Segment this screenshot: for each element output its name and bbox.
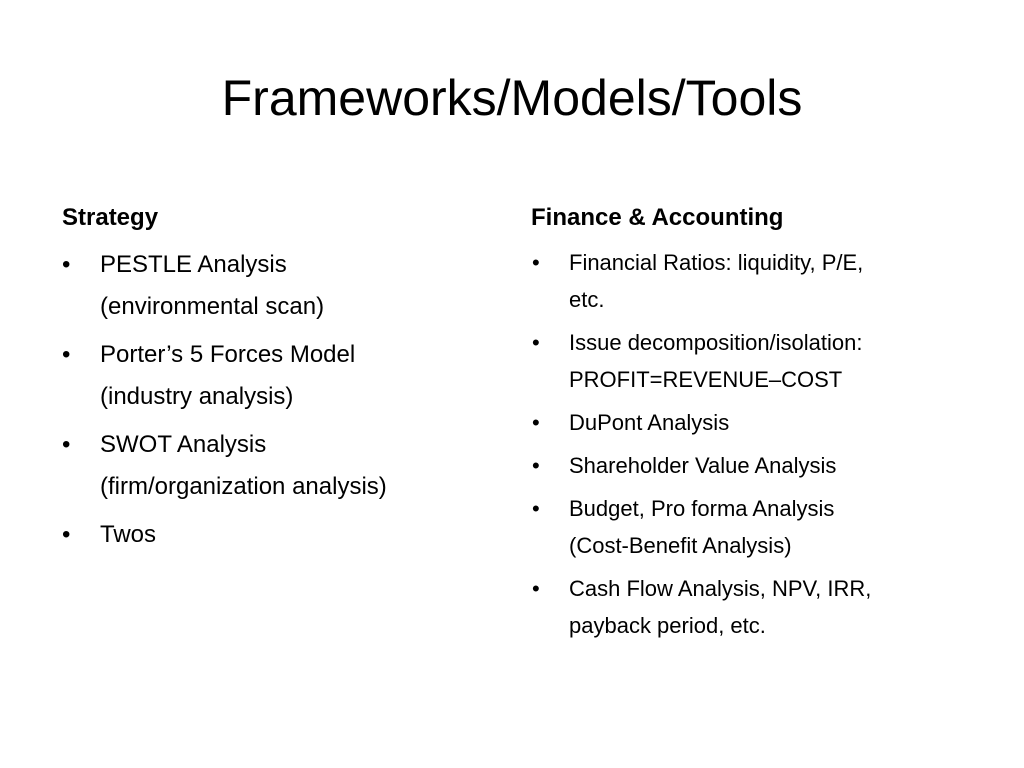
list-item: [531, 244, 971, 318]
bullet-icon: •: [532, 330, 540, 355]
bullet-icon: •: [62, 251, 71, 278]
list-item-line: (industry analysis): [100, 383, 294, 410]
bullet-icon: •: [532, 410, 540, 435]
list-item: [531, 490, 971, 564]
list-item-line: Cash Flow Analysis, NPV, IRR,: [569, 576, 872, 601]
list-item: [531, 570, 971, 644]
finance-column: [531, 200, 971, 650]
list-item: [531, 404, 971, 441]
bullet-icon: •: [532, 250, 540, 275]
strategy-heading: Strategy: [62, 204, 159, 231]
list-item: [62, 244, 492, 328]
list-item-line: SWOT Analysis: [100, 431, 267, 458]
list-item-line: Shareholder Value Analysis: [569, 453, 837, 478]
list-item: [531, 447, 971, 484]
list-item: [62, 424, 492, 508]
list-item: [531, 324, 971, 398]
finance-heading: Finance & Accounting: [531, 204, 784, 231]
list-item-line: DuPont Analysis: [569, 410, 730, 435]
list-item-line: (environmental scan): [100, 293, 325, 320]
bullet-icon: •: [532, 496, 540, 521]
bullet-icon: •: [62, 431, 71, 458]
bullet-icon: •: [62, 521, 71, 548]
bullet-icon: •: [532, 453, 540, 478]
list-item-line: Financial Ratios: liquidity, P/E,: [569, 250, 864, 275]
slide-title: Frameworks/Models/Tools: [221, 70, 803, 126]
list-item-line: PROFIT=REVENUE–COST: [569, 367, 843, 392]
list-item-line: Issue decomposition/isolation:: [569, 330, 863, 355]
list-item: [62, 514, 492, 556]
list-item-line: payback period, etc.: [569, 613, 766, 638]
list-item-line: Twos: [100, 521, 157, 548]
list-item-line: Budget, Pro forma Analysis: [569, 496, 835, 521]
finance-list: [531, 244, 971, 644]
list-item-line: (Cost-Benefit Analysis): [569, 533, 792, 558]
bullet-icon: •: [62, 341, 71, 368]
list-item-line: PESTLE Analysis: [100, 251, 287, 278]
list-item: [62, 334, 492, 418]
list-item-line: Porter’s 5 Forces Model: [100, 341, 356, 368]
list-item-line: (firm/organization analysis): [100, 473, 387, 500]
strategy-list: [62, 244, 492, 556]
list-item-line: etc.: [569, 287, 605, 312]
bullet-icon: •: [532, 576, 540, 601]
strategy-column: [62, 200, 492, 562]
